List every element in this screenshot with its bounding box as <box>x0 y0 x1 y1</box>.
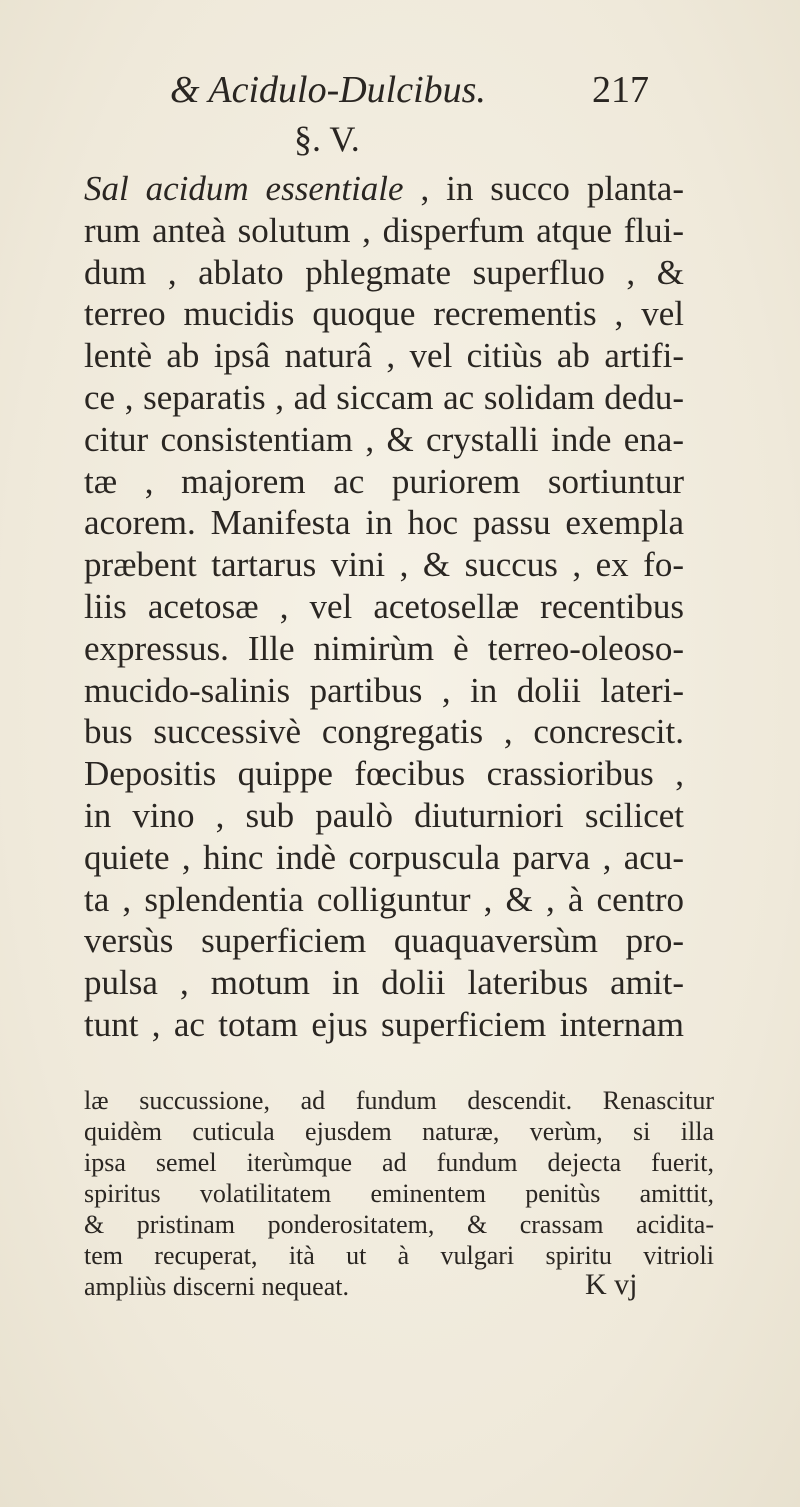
text-line: Depositis quippe fœcibus crassioribus , <box>84 754 684 794</box>
footnote-line: ipsa semel iterùmque ad fundum dejecta fuerit, <box>84 1148 714 1177</box>
text-line: liis acetosæ , vel acetosellæ recentibus <box>84 586 684 626</box>
signature-mark: K vj <box>585 1268 638 1301</box>
text-line: citur consistentiam , & crystalli inde ena- <box>84 419 684 459</box>
footnote-line: læ succussione, ad fundum descendit. Renascitur <box>84 1086 714 1115</box>
text-line: mucido-salinis partibus , in dolii lateri- <box>84 670 684 710</box>
text-line: tunt , ac totam ejus superficiem internam <box>84 1004 684 1044</box>
footnote-line: tem recuperat, ità ut à vulgari spiritu vitrioli <box>84 1241 714 1270</box>
text-line: in vino , sub paulò diuturniori scilicet <box>84 795 684 835</box>
text-line: versùs superficiem quaquaversùm pro- <box>84 921 684 961</box>
footnote-line: ampliùs discerni nequeat. <box>84 1272 349 1301</box>
italic-term: Sal acidum essentiale <box>84 169 404 208</box>
text-line: tæ , majorem ac puriorem sortiuntur <box>84 461 684 501</box>
text-line: præbent tartarus vini , & succus , ex fo- <box>84 545 684 585</box>
text-line: dum , ablato phlegmate superfluo , & <box>84 252 684 292</box>
text-line: acorem. Manifesta in hoc passu exempla <box>84 503 684 543</box>
text-line: rum anteà solutum , disperfum atque flui- <box>84 210 684 250</box>
running-title: & Acidulo-Dulcibus. <box>170 69 486 111</box>
main-text <box>84 168 684 1046</box>
footnote-line: & pristinam ponderositatem, & crassam acidita- <box>84 1210 714 1239</box>
page-number: 217 <box>592 69 649 111</box>
text-line: pulsa , motum in dolii lateribus amit- <box>84 963 684 1003</box>
text-line: expressus. Ille nimirùm è terreo-oleoso- <box>84 628 684 668</box>
text-line: terreo mucidis quoque recrementis , vel <box>84 294 684 334</box>
text-line: quiete , hinc indè corpuscula parva , acu- <box>84 837 684 877</box>
footnote-line: quidèm cuticula ejusdem naturæ, verùm, si illa <box>84 1117 714 1146</box>
text-line: ta , splendentia colliguntur , & , à centro <box>84 879 684 919</box>
text-line: ce , separatis , ad siccam ac solidam dedu- <box>84 377 684 417</box>
text-line: lentè ab ipsâ naturâ , vel citiùs ab artifi- <box>84 336 684 376</box>
text-line <box>84 168 684 210</box>
running-header <box>170 68 690 118</box>
text-fragment: , in succo planta- <box>403 169 684 208</box>
section-heading: §. V. <box>294 119 360 159</box>
text-line: bus successivè congregatis , concrescit. <box>84 712 684 752</box>
footnote-line: spiritus volatilitatem eminentem penitùs amittit, <box>84 1179 714 1208</box>
